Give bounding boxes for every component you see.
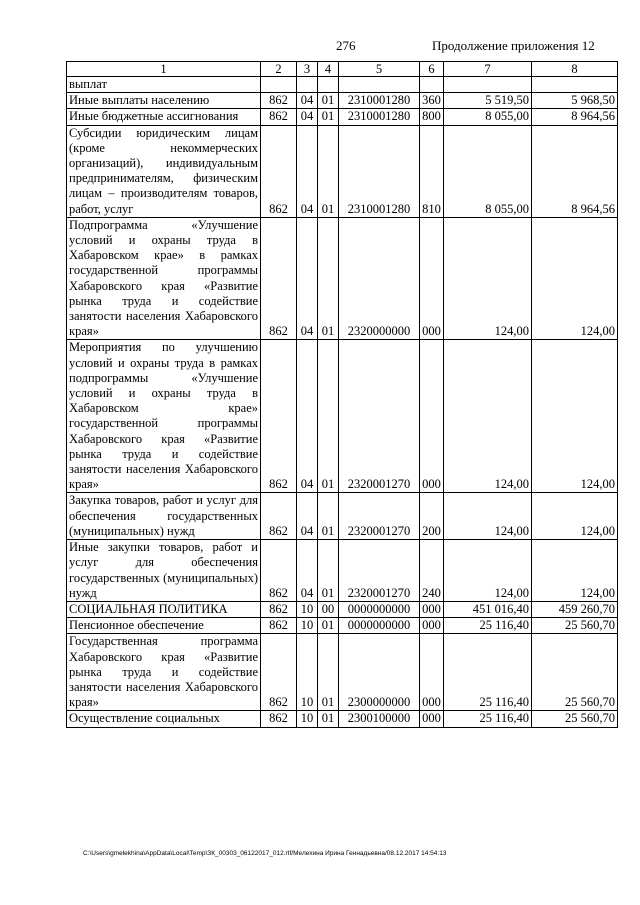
cell-section: 04 [297, 493, 318, 540]
column-header: 3 [297, 62, 318, 77]
appendix-caption: Продолжение приложения 12 [432, 38, 595, 53]
cell-section [297, 77, 318, 93]
row-name: Иные бюджетные ассигнования [67, 109, 261, 125]
cell-admin: 862 [261, 711, 297, 727]
cell-target [339, 77, 420, 93]
cell-admin: 862 [261, 125, 297, 217]
cell-type: 000 [420, 217, 444, 340]
cell-target: 2310001280 [339, 109, 420, 125]
cell-type [420, 77, 444, 93]
table-row [67, 217, 618, 340]
cell-section: 04 [297, 109, 318, 125]
table-row [67, 109, 618, 125]
cell-target: 2300100000 [339, 711, 420, 727]
cell-sum-1: 124,00 [444, 493, 532, 540]
column-header: 5 [339, 62, 420, 77]
cell-type: 360 [420, 93, 444, 109]
cell-subsection: 01 [318, 93, 339, 109]
cell-sum-1: 5 519,50 [444, 93, 532, 109]
cell-subsection: 01 [318, 493, 339, 540]
cell-sum-1: 8 055,00 [444, 109, 532, 125]
cell-sum-1 [444, 77, 532, 93]
cell-target: 2310001280 [339, 93, 420, 109]
table-row [67, 618, 618, 634]
cell-subsection: 01 [318, 109, 339, 125]
cell-type: 000 [420, 711, 444, 727]
table-row [67, 340, 618, 493]
row-name: Пенсионное обеспечение [67, 618, 261, 634]
cell-type: 000 [420, 634, 444, 711]
row-name: Мероприятия по улучшению условий и охраны труда в рамках подпрограммы «Улучшение условий и охраны труда в Хабаровском крае» государственной программы Хабаровского края «Развитие рынка труда и содействие занятости населения Хабаровского края» [67, 340, 261, 493]
cell-sum-2: 8 964,56 [532, 109, 618, 125]
cell-subsection: 01 [318, 634, 339, 711]
cell-sum-1: 124,00 [444, 217, 532, 340]
column-header: 8 [532, 62, 618, 77]
column-header: 7 [444, 62, 532, 77]
cell-sum-1: 25 116,40 [444, 711, 532, 727]
cell-sum-2: 25 560,70 [532, 618, 618, 634]
cell-admin: 862 [261, 634, 297, 711]
cell-subsection: 01 [318, 618, 339, 634]
row-name: Субсидии юридическим лицам (кроме некоммерческих организаций), индивидуальным предпринимателям, физическим лицам – производителям товаров, работ, услуг [67, 125, 261, 217]
row-name: Закупка товаров, работ и услуг для обеспечения государственных (муниципальных) нужд [67, 493, 261, 540]
table-row [67, 493, 618, 540]
budget-table [66, 61, 618, 728]
row-name: выплат [67, 77, 261, 93]
cell-section: 10 [297, 618, 318, 634]
table-header-row [67, 62, 618, 77]
cell-admin: 862 [261, 93, 297, 109]
cell-subsection: 01 [318, 540, 339, 602]
row-name: Государственная программа Хабаровского края «Развитие рынка труда и содействие занятости населения Хабаровского края» [67, 634, 261, 711]
file-path-footer: C:\Users\gmelekhina\AppData\Local\Temp\ЗК_00303_06122017_012.rtf/Мелехина Ирина Геннадьевна/08.12.2017 14:54:13 [83, 850, 447, 857]
cell-sum-2: 25 560,70 [532, 711, 618, 727]
cell-section: 04 [297, 217, 318, 340]
cell-target: 2300000000 [339, 634, 420, 711]
table-row [67, 540, 618, 602]
cell-type: 200 [420, 493, 444, 540]
column-header: 1 [67, 62, 261, 77]
cell-target: 2320001270 [339, 493, 420, 540]
cell-admin: 862 [261, 217, 297, 340]
cell-type: 240 [420, 540, 444, 602]
cell-sum-1: 8 055,00 [444, 125, 532, 217]
cell-subsection: 00 [318, 601, 339, 617]
column-header: 4 [318, 62, 339, 77]
cell-target: 2320001270 [339, 340, 420, 493]
cell-sum-2 [532, 77, 618, 93]
cell-sum-2: 8 964,56 [532, 125, 618, 217]
cell-sum-2: 459 260,70 [532, 601, 618, 617]
column-header: 2 [261, 62, 297, 77]
cell-type: 000 [420, 340, 444, 493]
cell-admin: 862 [261, 540, 297, 602]
cell-section: 04 [297, 540, 318, 602]
cell-sum-1: 124,00 [444, 340, 532, 493]
table-row [67, 125, 618, 217]
column-header: 6 [420, 62, 444, 77]
cell-sum-2: 5 968,50 [532, 93, 618, 109]
cell-admin [261, 77, 297, 93]
cell-target: 0000000000 [339, 601, 420, 617]
cell-sum-1: 25 116,40 [444, 618, 532, 634]
cell-subsection: 01 [318, 125, 339, 217]
cell-target: 2320000000 [339, 217, 420, 340]
cell-sum-1: 124,00 [444, 540, 532, 602]
cell-section: 10 [297, 601, 318, 617]
cell-sum-2: 124,00 [532, 493, 618, 540]
table-row [67, 634, 618, 711]
row-name: СОЦИАЛЬНАЯ ПОЛИТИКА [67, 601, 261, 617]
cell-sum-1: 25 116,40 [444, 634, 532, 711]
cell-admin: 862 [261, 340, 297, 493]
cell-type: 810 [420, 125, 444, 217]
cell-section: 04 [297, 125, 318, 217]
row-name: Подпрограмма «Улучшение условий и охраны труда в Хабаровском крае» в рамках государственной программы Хабаровского края «Развитие рынка труда и содействие занятости населения Хабаровского края» [67, 217, 261, 340]
table-row [67, 711, 618, 727]
cell-sum-2: 124,00 [532, 540, 618, 602]
cell-admin: 862 [261, 601, 297, 617]
row-name: Иные закупки товаров, работ и услуг для обеспечения государственных (муниципальных) нужд [67, 540, 261, 602]
cell-section: 10 [297, 711, 318, 727]
table-row [67, 601, 618, 617]
row-name: Иные выплаты населению [67, 93, 261, 109]
page-number: 276 [336, 38, 356, 53]
table-row [67, 93, 618, 109]
cell-subsection: 01 [318, 340, 339, 493]
cell-admin: 862 [261, 493, 297, 540]
cell-sum-2: 124,00 [532, 217, 618, 340]
cell-admin: 862 [261, 109, 297, 125]
cell-admin: 862 [261, 618, 297, 634]
cell-section: 04 [297, 340, 318, 493]
cell-type: 000 [420, 618, 444, 634]
cell-section: 04 [297, 93, 318, 109]
cell-subsection: 01 [318, 711, 339, 727]
cell-subsection: 01 [318, 217, 339, 340]
cell-target: 2310001280 [339, 125, 420, 217]
cell-sum-1: 451 016,40 [444, 601, 532, 617]
table-row [67, 77, 618, 93]
cell-section: 10 [297, 634, 318, 711]
cell-target: 0000000000 [339, 618, 420, 634]
cell-type: 000 [420, 601, 444, 617]
cell-type: 800 [420, 109, 444, 125]
cell-sum-2: 25 560,70 [532, 634, 618, 711]
cell-target: 2320001270 [339, 540, 420, 602]
row-name: Осуществление социальных [67, 711, 261, 727]
cell-sum-2: 124,00 [532, 340, 618, 493]
cell-subsection [318, 77, 339, 93]
